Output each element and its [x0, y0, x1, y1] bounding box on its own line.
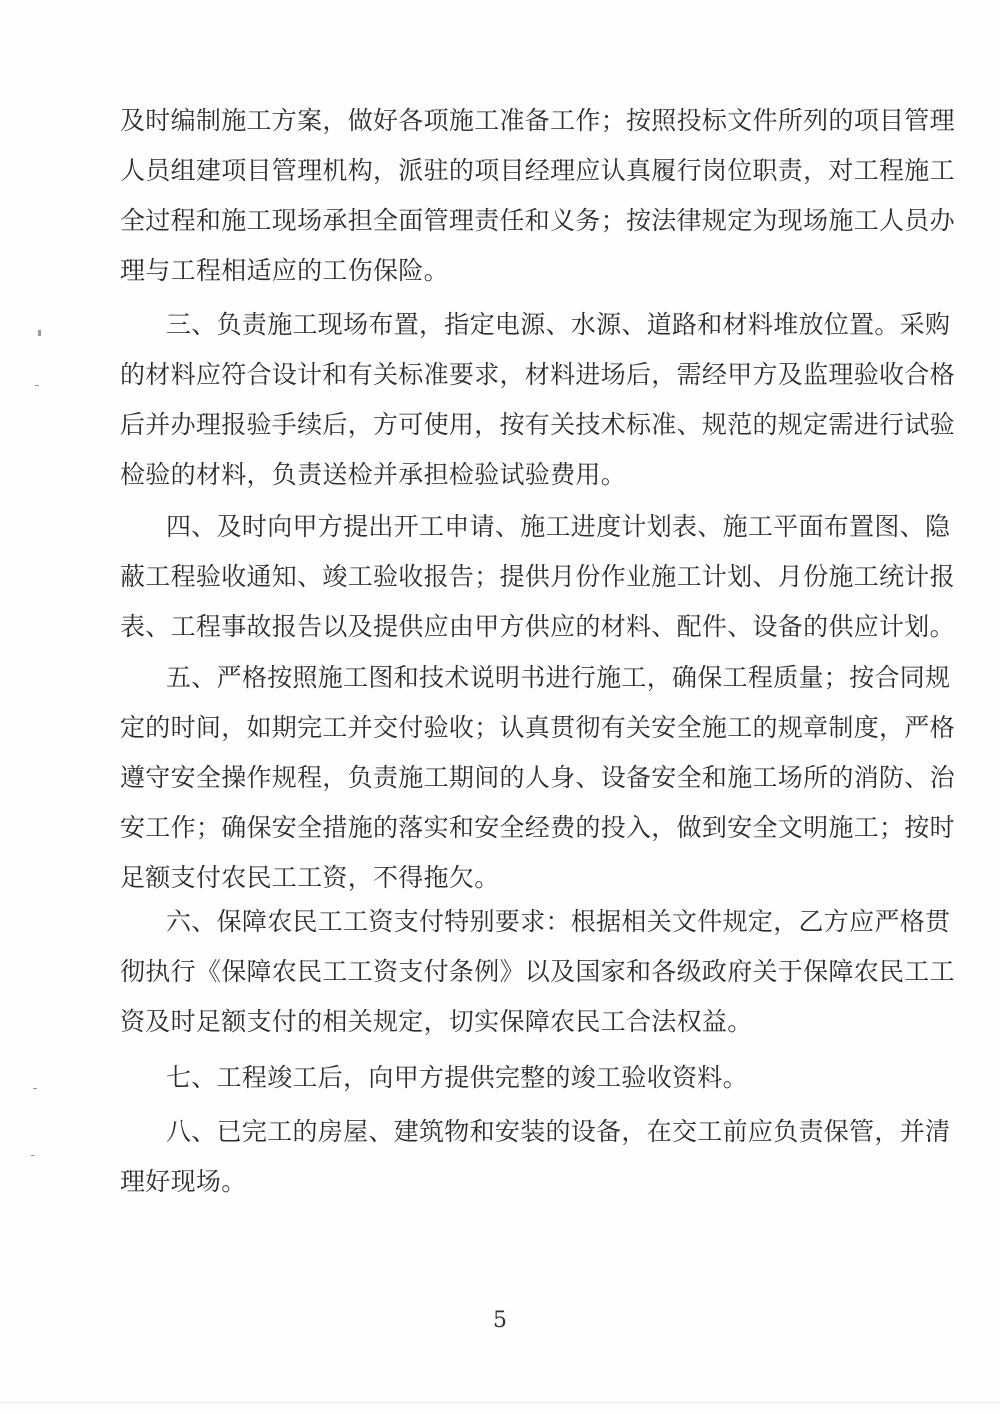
clause-4-line: 四、及时向甲方提出开工申请、施工进度计划表、施工平面布置图、隐: [166, 512, 951, 541]
text-line: 理好现场。: [120, 1167, 247, 1196]
clause-7-line: 七、工程竣工后，向甲方提供完整的竣工验收资料。: [166, 1063, 748, 1092]
page-number: 5: [493, 1308, 507, 1333]
clause-6-line: 六、保障农民工工资支付特别要求：根据相关文件规定，乙方应严格贯: [166, 907, 951, 936]
text-line: 遵守安全操作规程，负责施工期间的人身、设备安全和施工场所的消防、治: [120, 763, 955, 792]
text-line: 定的时间，如期完工并交付验收；认真贯彻有关安全施工的规章制度，严格: [120, 713, 955, 742]
scan-mark: [38, 330, 41, 336]
scan-mark: [31, 1155, 35, 1156]
text-line: 全过程和施工现场承担全面管理责任和义务；按法律规定为现场施工人员办: [120, 206, 955, 235]
text-line: 后并办理报验手续后，方可使用，按有关技术标准、规范的规定需进行试验: [120, 410, 955, 439]
text-line: 蔽工程验收通知、竣工验收报告；提供月份作业施工计划、月份施工统计报: [120, 562, 955, 591]
scan-mark: [35, 385, 39, 386]
clause-5-line: 五、严格按照施工图和技术说明书进行施工，确保工程质量；按合同规: [166, 663, 951, 692]
text-line: 及时编制施工方案，做好各项施工准备工作；按照投标文件所列的项目管理: [120, 106, 955, 135]
text-line: 资及时足额支付的相关规定，切实保障农民工合法权益。: [120, 1007, 753, 1036]
text-line: 的材料应符合设计和有关标准要求，材料进场后，需经甲方及监理验收合格: [120, 360, 955, 389]
clause-3-line: 三、负责施工现场布置，指定电源、水源、道路和材料堆放位置。采购: [166, 310, 951, 339]
text-line: 检验的材料，负责送检并承担检验试验费用。: [120, 460, 627, 489]
text-line: 理与工程相适应的工伤保险。: [120, 256, 449, 285]
text-line: 人员组建项目管理机构，派驻的项目经理应认真履行岗位职责，对工程施工: [120, 156, 955, 185]
text-line: 足额支付农民工工资，不得拖欠。: [120, 863, 500, 892]
text-line: 表、工程事故报告以及提供应由甲方供应的材料、配件、设备的供应计划。: [120, 612, 955, 641]
scan-mark: [33, 1088, 37, 1089]
page-bottom-edge: [0, 1402, 1000, 1403]
text-line: 彻执行《保障农民工工资支付条例》以及国家和各级政府关于保障农民工工: [120, 957, 955, 986]
clause-8-line: 八、已完工的房屋、建筑物和安装的设备，在交工前应负责保管，并清: [166, 1117, 951, 1146]
text-line: 安工作；确保安全措施的落实和安全经费的投入，做到安全文明施工；按时: [120, 813, 955, 842]
